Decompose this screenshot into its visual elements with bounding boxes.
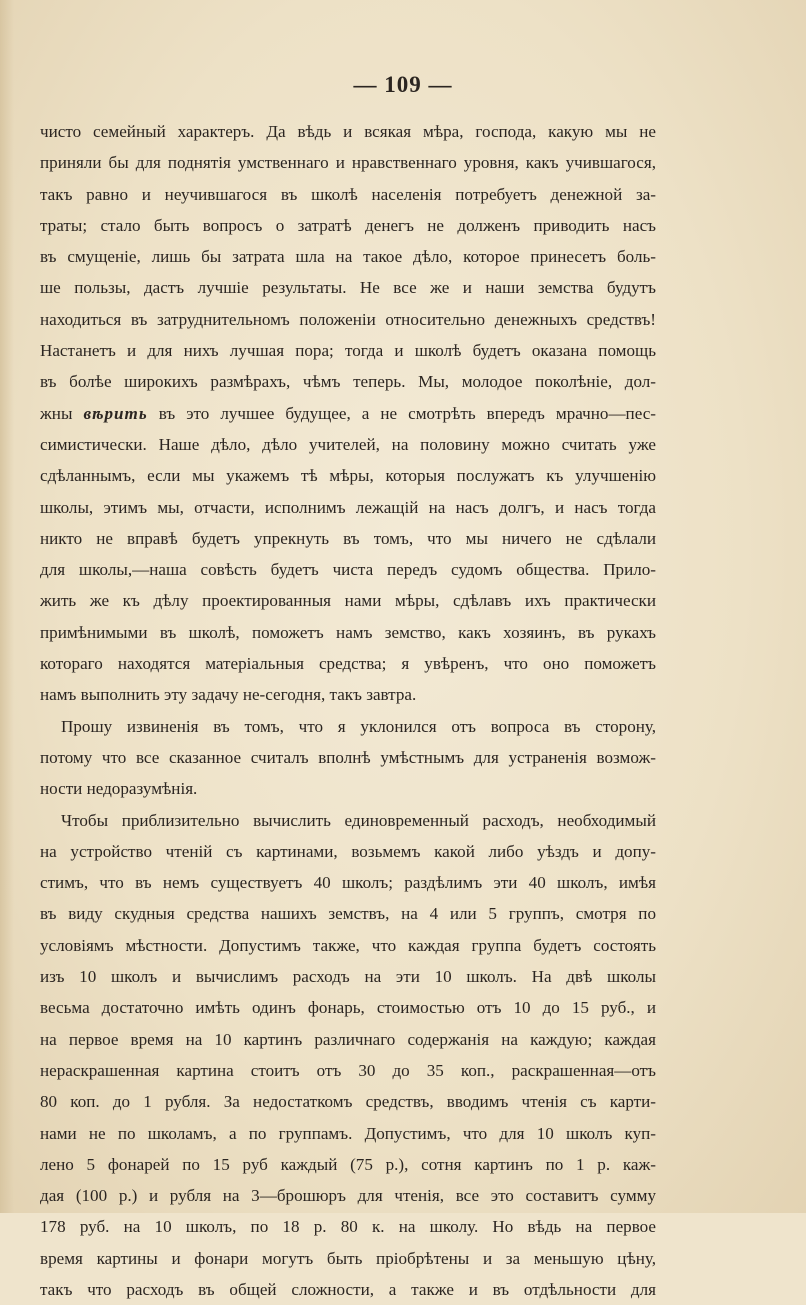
text-line: такъ что расходъ въ общей сложности, а также и въ отдѣльности для [40,1279,656,1299]
text-line: находиться въ затруднительномъ положеніи относительно денежныхъ средствъ! [40,309,656,329]
paragraph-3 [40,805,656,1305]
text-line: Прошу извиненія въ томъ, что я уклонился отъ вопроса въ сторону, [61,716,656,736]
text-line: жить же къ дѣлу проектированныя нами мѣры, сдѣлавъ ихъ практически [40,591,656,611]
text-line: Настанетъ и для нихъ лучшая пора; тогда и школѣ будетъ оказана помощь [40,341,656,361]
page-edge-shadow [0,0,14,1213]
text-line: симистически. Наше дѣло, дѣло учителей, на половину можно считать уже [40,434,656,454]
text-line: ности недоразумѣнія. [40,779,198,799]
text-line: лено 5 фонарей по 15 руб каждый (75 р.), сотня картинъ по 1 р. каж- [40,1154,656,1174]
text-line-with-emphasis [40,398,656,429]
text-line: Чтобы приблизительно вычислить единовременный расходъ, необходимый [61,810,656,830]
page-number: — 109 — [353,72,453,97]
text-line: никто не вправѣ будетъ упрекнуть въ томъ, что мы ничего не сдѣлали [40,528,656,548]
body-text [40,116,656,1305]
text-line: такъ равно и неучившагося въ школѣ населенія потребуетъ денежной за- [40,184,656,204]
text-line: время картины и фонари могутъ быть пріобрѣтены и за меньшую цѣну, [40,1248,656,1268]
text-line: въ виду скудныя средства нашихъ земствъ, на 4 или 5 группъ, смотря по [40,904,656,924]
text-line: въ болѣе широкихъ размѣрахъ, чѣмъ теперь. Мы, молодое поколѣніе, дол- [40,372,656,392]
text-line: на устройство чтеній съ картинами, возьмемъ какой либо уѣздъ и допу- [40,841,656,861]
line-start: жны [40,403,84,423]
text-line: ше пользы, дастъ лучшіе результаты. Не все же и наши земства будутъ [40,278,656,298]
text-line: школы, этимъ мы, отчасти, исполнимъ лежащій на насъ долгъ, и насъ тогда [40,497,656,517]
line-end: въ это лучшее будущее, а не смотрѣть впередъ мрачно—пес- [147,403,656,423]
paragraph-2 [40,711,656,805]
text-line: для школы,—наша совѣсть будетъ чиста передъ судомъ общества. Прило- [40,560,656,580]
text-line: котораго находятся матеріальныя средства; я увѣренъ, что оно поможетъ [40,654,656,674]
text-line: 80 коп. до 1 рубля. За недостаткомъ средствъ, вводимъ чтенія съ карти- [40,1092,656,1112]
text-line: въ смущеніе, лишь бы затрата шла на такое дѣло, которое принесетъ боль- [40,247,656,267]
emphasized-word: вѣрить [83,403,148,423]
text-line: сдѣланнымъ, если мы укажемъ тѣ мѣры, которыя послужатъ къ улучшенію [40,466,656,486]
text-line: потому что все сказанное считалъ вполнѣ умѣстнымъ для устраненія возмож- [40,747,656,767]
text-line: 178 руб. на 10 школъ, по 18 р. 80 к. на школу. Но вѣдь на первое [40,1217,656,1237]
text-line: стимъ, что въ немъ существуетъ 40 школъ; раздѣлимъ эти 40 школъ, имѣя [40,873,656,893]
text-line: намъ выполнить эту задачу не-сегодня, такъ завтра. [40,685,417,705]
text-line: чисто семейный характеръ. Да вѣдь и всякая мѣра, господа, какую мы не [40,122,656,141]
text-line: на первое время на 10 картинъ различнаго содержанія на каждую; каждая [40,1029,656,1049]
text-line: приняли бы для поднятія умственнаго и нравственнаго уровня, какъ учившагося, [40,153,656,173]
text-line: траты; стало быть вопросъ о затратѣ денегъ не долженъ приводить насъ [40,215,656,235]
text-line: нами не по школамъ, а по группамъ. Допустимъ, что для 10 школъ куп- [40,1123,656,1143]
text-line: примѣнимыми въ школѣ, поможетъ намъ земство, какъ хозяинъ, въ рукахъ [40,622,656,642]
paragraph-1 [40,116,656,711]
text-line: условіямъ мѣстности. Допустимъ также, что каждая группа будетъ состоять [40,935,656,955]
text-line: нераскрашенная картина стоитъ отъ 30 до 35 коп., раскрашенная—отъ [40,1060,656,1080]
text-line: дая (100 р.) и рубля на 3—брошюръ для чтенія, все это составитъ сумму [40,1186,656,1206]
text-line: весьма достаточно имѣть одинъ фонарь, стоимостью отъ 10 до 15 руб., и [40,998,656,1018]
text-line: изъ 10 школъ и вычислимъ расходъ на эти 10 школъ. На двѣ школы [40,967,656,987]
